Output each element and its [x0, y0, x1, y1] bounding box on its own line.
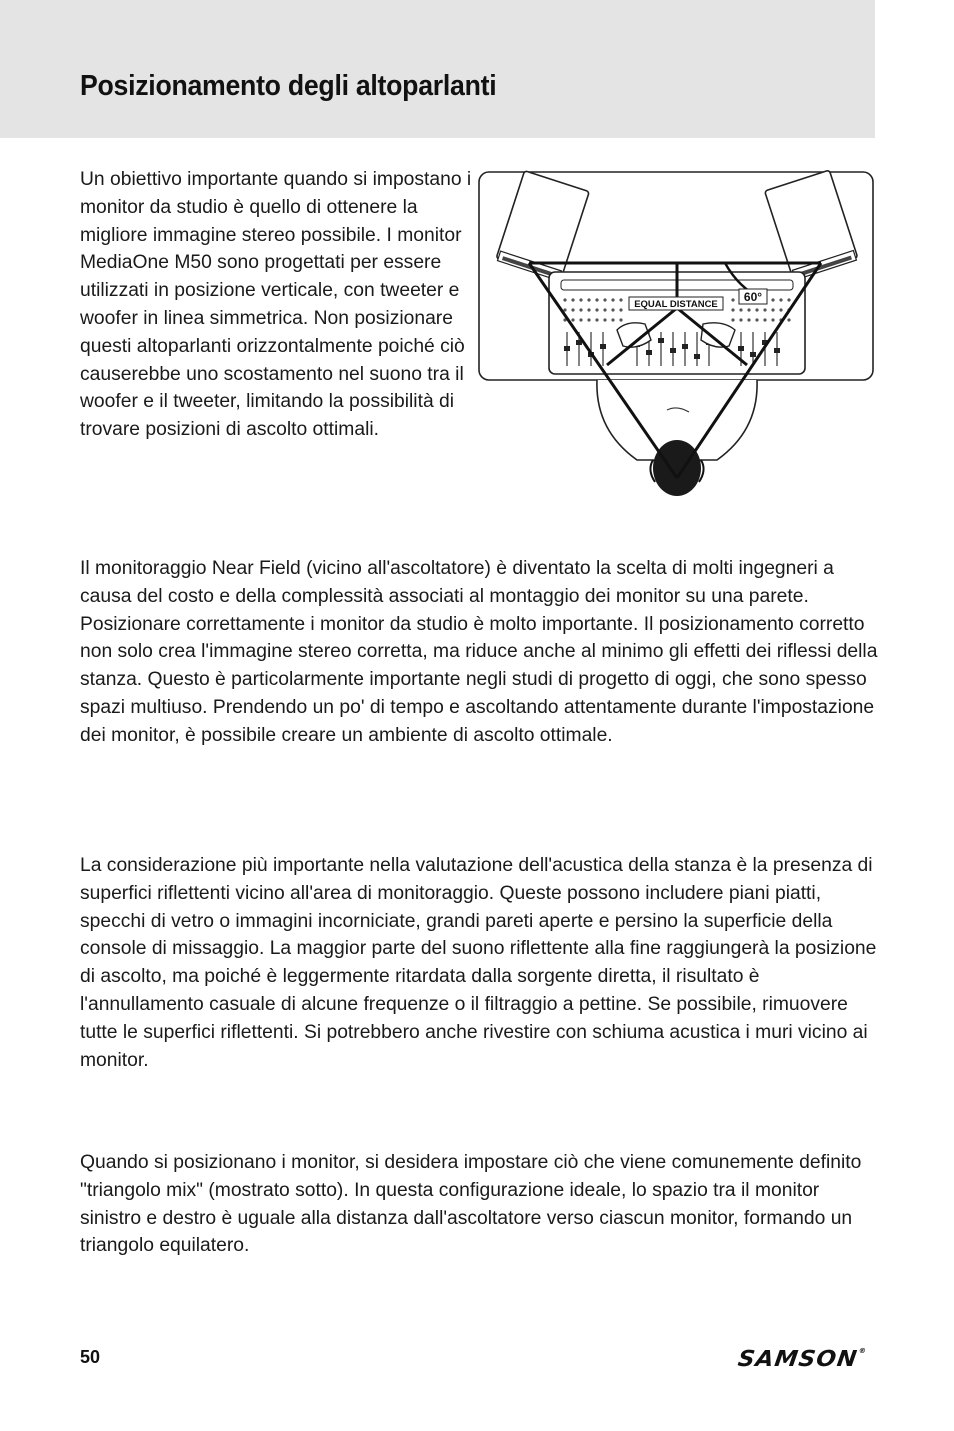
equal-distance-label: EQUAL DISTANCE [634, 299, 718, 310]
header-band [0, 0, 875, 138]
near-field-paragraph: Il monitoraggio Near Field (vicino all'ascoltatore) è diventato la scelta di molti ingegneri a causa del costo e della complessità associati al montaggio dei monitor su una parete. Posizionare correttamente i monitor da studio è molto importante. Il posizionamento corretto non solo crea l'immagine stereo corretta, ma riduce anche al minimo gli effetti dei riflessi della stanza. Questo è particolarmente importante negli studi di progetto di oggi, che sono spesso spazi multiuso. Prendendo un po' di tempo e ascoltando attentamente durante l'impostazione dei monitor, è possibile creare un ambiente di ascolto ottimale. [80, 558, 878, 746]
brand-name: SAMSON [736, 1347, 860, 1372]
mix-triangle-diagram [477, 170, 875, 505]
room-acoustics-paragraph: La considerazione più importante nella valutazione dell'acustica della stanza è la presenza di superfici riflettenti vicino all'area di monitoraggio. Queste possono includere piani piatti, specchi di vetro o immagini incorniciate, grandi pareti aperte e persino la superficie della console di missaggio. La maggior parte del suono riflettente alla fine raggiungerà la posizione di ascolto, ma poiché è leggermente ritardata dalla sorgente diretta, il risultato è l'annullamento casuale di alcune frequenze o il filtraggio a pettine. Se possibile, rimuovere tutte le superfici riflettenti. Si potrebbero anche rivestire con schiuma acustica i muri vicino ai monitor. [80, 855, 877, 1071]
intro-paragraph: Un obiettivo importante quando si impostano i monitor da studio è quello di ottenere la migliore immagine stereo possibile. I monitor MediaOne M50 sono progettati per essere utilizzati in posizione verticale, con tweeter e woofer in linea simmetrica. Non posizionare questi altoparlanti orizzontalmente poiché ciò causerebbe uno scostamento nel suono tra il woofer e il tweeter, limitando la possibilità di trovare posizioni di ascolto ottimali. [80, 169, 472, 441]
samson-logo [736, 1347, 867, 1372]
page-title: Posizionamento degli altoparlanti [80, 70, 497, 102]
mix-triangle-paragraph: Quando si posizionano i monitor, si desidera impostare ciò che viene comunemente definito "triangolo mix" (mostrato sotto). In questa configurazione ideale, lo spazio tra il monitor sinistro e destro è uguale alla distanza dall'ascoltatore verso ciascun monitor, formando un triangolo equilatero. [80, 1152, 862, 1257]
page-number: 50 [80, 1347, 101, 1367]
angle-label: 60° [743, 290, 763, 304]
registered-mark-icon: ® [858, 1347, 868, 1355]
